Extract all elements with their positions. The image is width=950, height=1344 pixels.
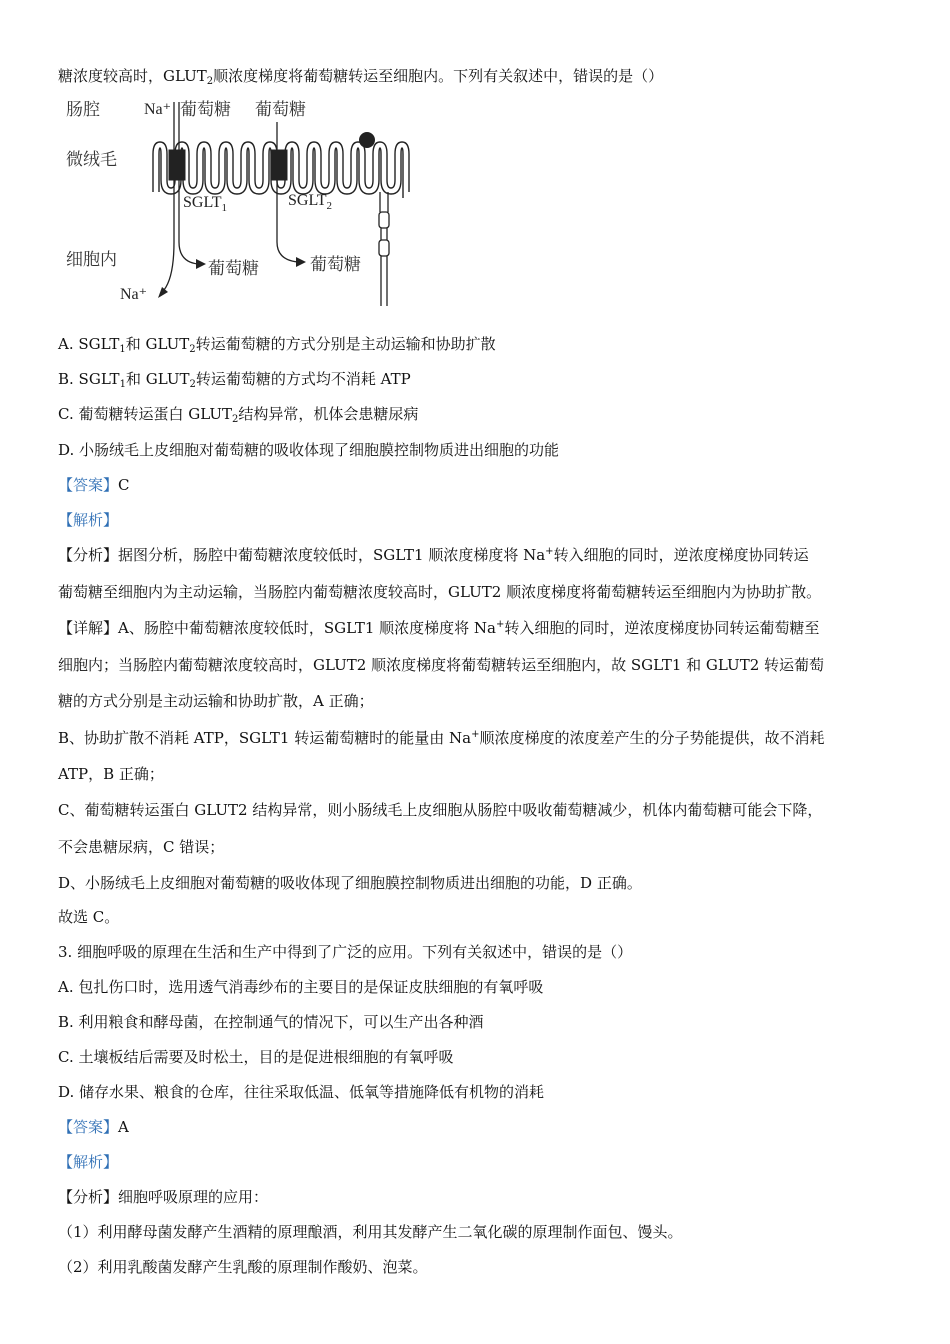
q2-detail-line-6: C、葡萄糖转运蛋白 GLUT2 结构异常，则小肠绒毛上皮细胞从肠腔中吸收葡萄糖减少，机体内葡萄糖可能会下降， (58, 801, 823, 819)
label-inside: 细胞内 (66, 250, 117, 270)
label-glucose-top-2: 葡萄糖 (255, 100, 306, 120)
label-lumen: 肠腔 (66, 100, 100, 120)
glut-cap (359, 132, 375, 148)
label-na-top: Na⁺ (144, 101, 172, 118)
q3-option-a: A. 包扎伤口时，选用透气消毒纱布的主要目的是保证皮肤细胞的有氧呼吸 (58, 978, 544, 996)
q2-detail-line-8: D、小肠绒毛上皮细胞对葡萄糖的吸收体现了细胞膜控制物质进出细胞的功能，D 正确。 (58, 874, 642, 892)
arrow-glucose-in-1 (196, 259, 206, 269)
q2-analysis-tag: 【解析】 (58, 511, 119, 529)
q2-detail-line-1: 【详解】A、肠腔中葡萄糖浓度较低时，SGLT1 顺浓度梯度将 Na+转入细胞的同时，逆浓度梯度协同转运葡萄糖至 (58, 619, 820, 637)
arrow-na-in (158, 287, 168, 298)
glut2-channel (379, 192, 389, 306)
q2-detail-line-3: 糖的方式分别是主动运输和协助扩散，A 正确； (58, 692, 374, 710)
label-glucose-in-1: 葡萄糖 (208, 259, 259, 279)
arrow-glucose-in-2 (296, 257, 306, 267)
q2-option-d: D. 小肠绒毛上皮细胞对葡萄糖的吸收体现了细胞膜控制物质进出细胞的功能 (58, 441, 560, 459)
label-glucose-in-2: 葡萄糖 (310, 255, 361, 275)
sglt1-transporter (169, 150, 185, 180)
q2-option-b: B. $SGLT_1$和 $GLUT_2$转运葡萄糖的方式均不消耗 ATP (58, 370, 411, 390)
q2-conclusion: 故选 C。 (58, 908, 120, 926)
q3-item-2: （2）利用乳酸菌发酵产生乳酸的原理制作酸奶、泡菜。 (58, 1258, 428, 1276)
q2-detail-line-2: 细胞内；当肠腔内葡萄糖浓度较高时，GLUT2 顺浓度梯度将葡萄糖转运至细胞内，故 SGLT1 和 GLUT2 转运葡萄 (58, 656, 825, 674)
q3-fenxi: 【分析】细胞呼吸原理的应用： (58, 1188, 269, 1206)
q3-stem: 3. 细胞呼吸的原理在生活和生产中得到了广泛的应用。下列有关叙述中，错误的是（） (58, 943, 633, 961)
q2-option-a: A. $SGLT_1$和 $GLUT_2$转运葡萄糖的方式分别是主动运输和协助扩散 (58, 335, 496, 355)
label-sglt1: $SGLT_1$ (183, 194, 228, 214)
sglt2-transporter (271, 150, 287, 180)
q3-option-b: B. 利用粮食和酵母菌，在控制通气的情况下，可以生产出各种酒 (58, 1013, 484, 1031)
q2-fenxi-line-2: 葡萄糖至细胞内为主动运输，当肠腔内葡萄糖浓度较高时，GLUT2 顺浓度梯度将葡萄糖转运至细胞内为协助扩散。 (58, 583, 822, 601)
q2-detail-line-5: ATP，B 正确； (58, 765, 164, 783)
q3-item-1: （1）利用酵母菌发酵产生酒精的原理酿酒，利用其发酵产生二氧化碳的原理制作面包、馒头。 (58, 1223, 683, 1241)
q2-option-c: C. 葡萄糖转运蛋白 $GLUT_2$结构异常，机体会患糖尿病 (58, 405, 419, 425)
transport-diagram (58, 92, 418, 310)
q2-detail-line-7: 不会患糖尿病，C 错误； (58, 838, 225, 856)
q2-answer: 【答案】C (58, 476, 130, 494)
label-sglt2: $SGLT_2$ (288, 192, 333, 212)
q2-detail-line-4: B、协助扩散不消耗 ATP，SGLT1 转运葡萄糖时的能量由 Na+顺浓度梯度的浓度差产生的分子势能提供，故不消耗 (58, 729, 825, 747)
label-na-in: Na⁺ (120, 286, 148, 303)
q3-option-c: C. 土壤板结后需要及时松土，目的是促进根细胞的有氧呼吸 (58, 1048, 454, 1066)
q3-option-d: D. 储存水果、粮食的仓库，往往采取低温、低氧等措施降低有机物的消耗 (58, 1083, 545, 1101)
q3-answer: 【答案】A (58, 1118, 129, 1136)
q2-stem-continuation: 糖浓度较高时，$GLUT_2$顺浓度梯度将葡萄糖转运至细胞内。下列有关叙述中，错误的是（） (58, 67, 664, 87)
q2-fenxi-line-1: 【分析】据图分析，肠腔中葡萄糖浓度较低时，SGLT1 顺浓度梯度将 Na+转入细胞的同时，逆浓度梯度协同转运 (58, 546, 809, 564)
q3-analysis-tag: 【解析】 (58, 1153, 119, 1171)
label-glucose-top-1: 葡萄糖 (180, 100, 231, 120)
label-microvilli: 微绒毛 (66, 150, 117, 170)
